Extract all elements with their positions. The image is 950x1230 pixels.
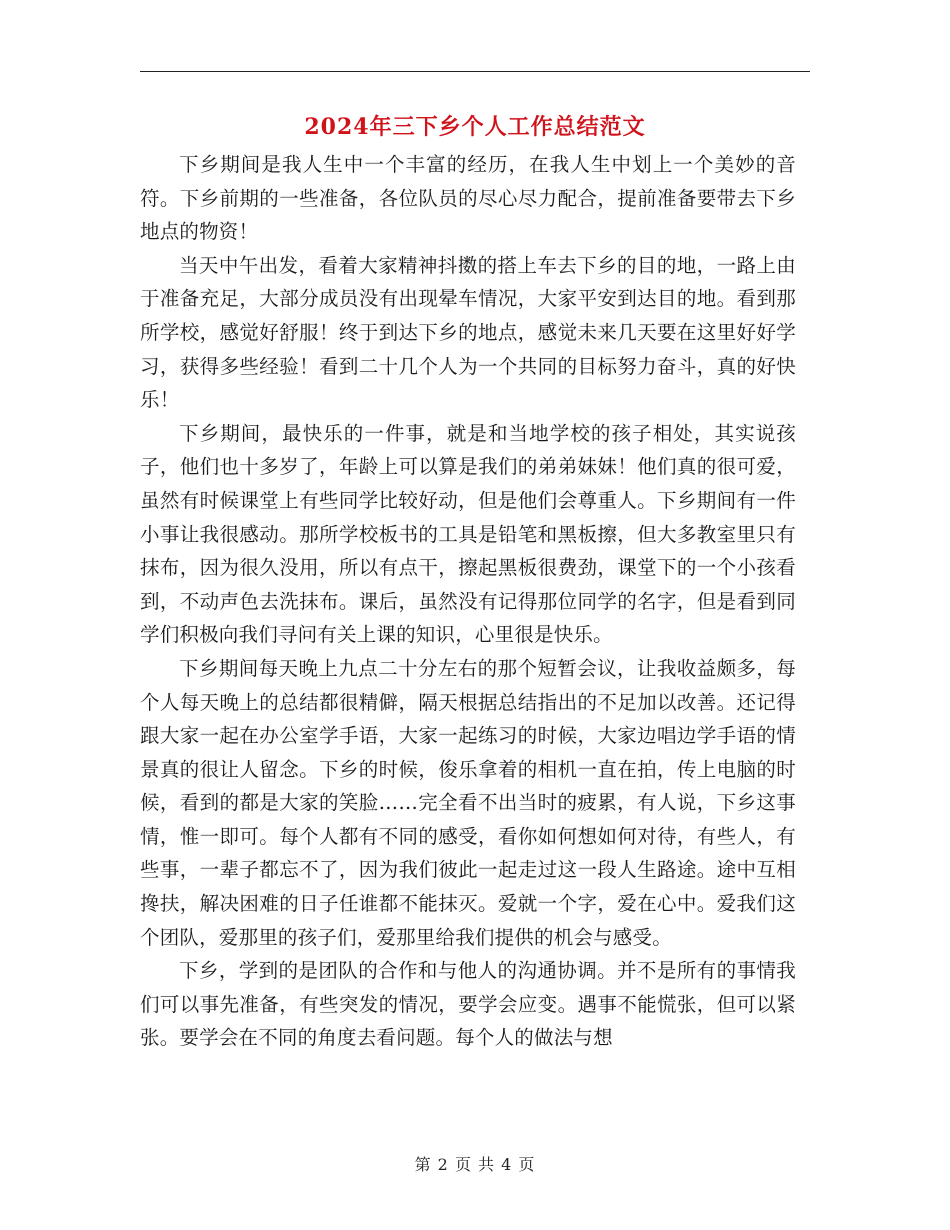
- document-title: 2024年三下乡个人工作总结范文: [304, 114, 646, 140]
- page-number-footer: 第 2 页 共 4 页: [414, 1155, 536, 1174]
- document-body: [140, 148, 796, 1055]
- header-rule: [140, 71, 810, 72]
- paragraph: 下乡期间每天晚上九点二十分左右的那个短暂会议，让我收益颇多，每个人每天晚上的总结都很精僻，隔天根据总结指出的不足加以改善。还记得跟大家一起在办公室学手语，大家一起练习的时候，大家边唱边学手语的情景真的很让人留念。下乡的时候，俊乐拿着的相机一直在拍，传上电脑的时候，看到的都是大家的笑脸……完全看不出当时的疲累，有人说，下乡这事情，惟一即可。每个人都有不同的感受，看你如何想如何对待，有些人，有些事，一辈子都忘不了，因为我们彼此一起走过这一段人生路途。途中互相搀扶，解决困难的日子任谁都不能抹灭。爱就一个字，爱在心中。爱我们这个团队，爱那里的孩子们，爱那里给我们提供的机会与感受。: [140, 656, 796, 949]
- paragraph: 下乡期间是我人生中一个丰富的经历，在我人生中划上一个美妙的音符。下乡前期的一些准备，各位队员的尽心尽力配合，提前准备要带去下乡地点的物资！: [140, 153, 796, 244]
- paragraph: 下乡期间，最快乐的一件事，就是和当地学校的孩子相处，其实说孩子，他们也十多岁了，年龄上可以算是我们的弟弟妹妹！他们真的很可爱，虽然有时候课堂上有些同学比较好动，但是他们会尊重人。下乡期间有一件小事让我很感动。那所学校板书的工具是铅笔和黑板擦，但大多教室里只有抹布，因为很久没用，所以有点干，擦起黑板很费劲，课堂下的一个小孩看到，不动声色去洗抹布。课后，虽然没有记得那位同学的名字，但是看到同学们积极向我们寻问有关上课的知识，心里很是快乐。: [140, 421, 796, 647]
- paragraph: 当天中午出发，看着大家精神抖擞的搭上车去下乡的目的地，一路上由于准备充足，大部分成员没有出现晕车情况，大家平安到达目的地。看到那所学校，感觉好舒服！终于到达下乡的地点，感觉未来几天要在这里好好学习，获得多些经验！看到二十几个人为一个共同的目标努力奋斗，真的好快乐！: [140, 253, 796, 412]
- paragraph: 下乡，学到的是团队的合作和与他人的沟通协调。并不是所有的事情我们可以事先准备，有些突发的情况，要学会应变。遇事不能慌张，但可以紧张。要学会在不同的角度去看问题。每个人的做法与想: [140, 959, 796, 1050]
